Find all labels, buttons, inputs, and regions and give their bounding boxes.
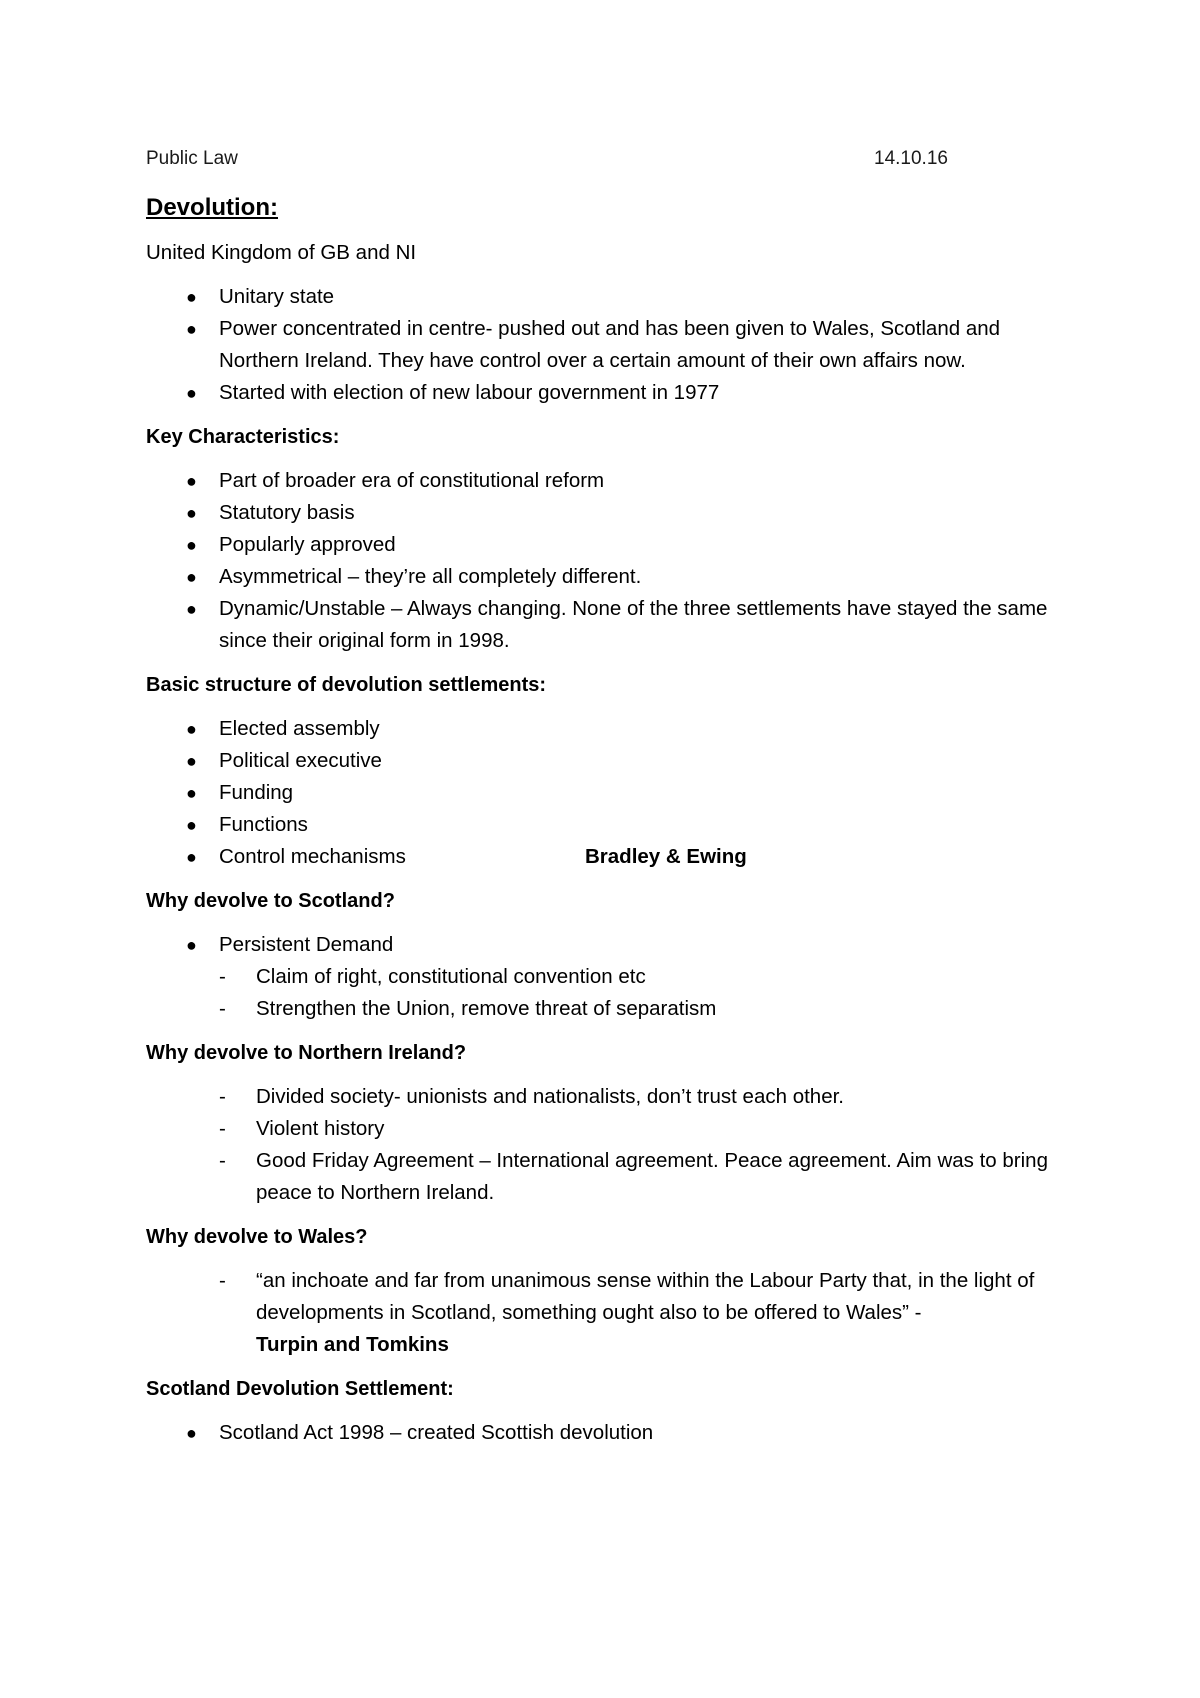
sub-list-item: - Claim of right, constitutional convention etc [146,961,1066,993]
bullet-icon: ● [186,599,197,619]
course-name: Public Law [146,148,238,169]
list-item: ● Part of broader era of constitutional reform [146,465,1066,497]
bullet-icon: ● [186,319,197,339]
bullet-icon: ● [186,751,197,771]
sub-list-item: - Strengthen the Union, remove threat of separatism [146,993,1066,1025]
section-heading-key-characteristics: Key Characteristics: [146,426,340,448]
bullet-icon: ● [186,503,197,523]
list-item: ● Functions [146,809,1066,841]
page-header [146,140,1066,170]
scotland-why-list [146,929,1066,1025]
dash-icon: - [219,1085,226,1108]
bullet-icon: ● [186,567,197,587]
basic-structure-list [146,713,1066,873]
key-characteristics-list [146,465,1066,657]
list-item: ● Elected assembly [146,713,1066,745]
source-reference: Bradley & Ewing [585,845,747,868]
document-page [146,140,1066,1449]
bullet-icon: ● [186,287,197,307]
sub-list-item [146,1265,1066,1361]
bullet-icon: ● [186,1423,197,1443]
list-item: ● Started with election of new labour government in 1977 [146,377,1066,409]
intro-bullet-list [146,281,1066,409]
bullet-icon: ● [186,535,197,555]
intro-line: United Kingdom of GB and NI [146,241,417,264]
list-item: ● Power concentrated in centre- pushed out and has been given to Wales, Scotland and Northern Ireland. They have control over a certain amount of their own affairs now. [146,313,1066,377]
list-item: ● Dynamic/Unstable – Always changing. None of the three settlements have stayed the same since their original form in 1998. [146,593,1066,657]
list-item: ● Popularly approved [146,529,1066,561]
bullet-icon: ● [186,383,197,403]
dash-icon: - [219,1269,226,1292]
section-heading-scotland-why: Why devolve to Scotland? [146,890,395,912]
list-item: ● Persistent Demand [146,929,1066,961]
sub-list-item: - Divided society- unionists and nationalists, don’t trust each other. [146,1081,1066,1113]
bullet-icon: ● [186,471,197,491]
scotland-settlement-list [146,1417,1066,1449]
list-item: ● Unitary state [146,281,1066,313]
list-item: ● Asymmetrical – they’re all completely different. [146,561,1066,593]
dash-icon: - [219,1149,226,1172]
section-heading-wales-why: Why devolve to Wales? [146,1226,368,1248]
list-item: ● Control mechanisms Bradley & Ewing [146,841,1066,873]
bullet-icon: ● [186,847,197,867]
dash-icon: - [219,1117,226,1140]
dash-icon: - [219,965,226,988]
lecture-date: 14.10.16 [874,148,948,169]
section-heading-ni-why: Why devolve to Northern Ireland? [146,1042,467,1064]
section-heading-basic-structure: Basic structure of devolution settlements: [146,674,547,696]
bullet-icon: ● [186,815,197,835]
dash-icon: - [219,997,226,1020]
bullet-icon: ● [186,783,197,803]
sub-list-item: - Good Friday Agreement – International agreement. Peace agreement. Aim was to bring peace to Northern Ireland. [146,1145,1066,1209]
list-item: ● Scotland Act 1998 – created Scottish devolution [146,1417,1066,1449]
sub-list-item: - Violent history [146,1113,1066,1145]
list-item: ● Statutory basis [146,497,1066,529]
list-item: ● Funding [146,777,1066,809]
section-heading-scotland-settlement: Scotland Devolution Settlement: [146,1378,454,1400]
bullet-icon: ● [186,935,197,955]
list-item: ● Political executive [146,745,1066,777]
bullet-icon: ● [186,719,197,739]
quote-attribution: Turpin and Tomkins [256,1333,449,1356]
quote-text: “an inchoate and far from unanimous sense within the Labour Party that, in the light of developments in Scotland, something ought also to be offered to Wales” - [256,1269,1035,1324]
ni-why-list [146,1081,1066,1209]
wales-why-list [146,1265,1066,1361]
page-title: Devolution: [146,194,278,221]
